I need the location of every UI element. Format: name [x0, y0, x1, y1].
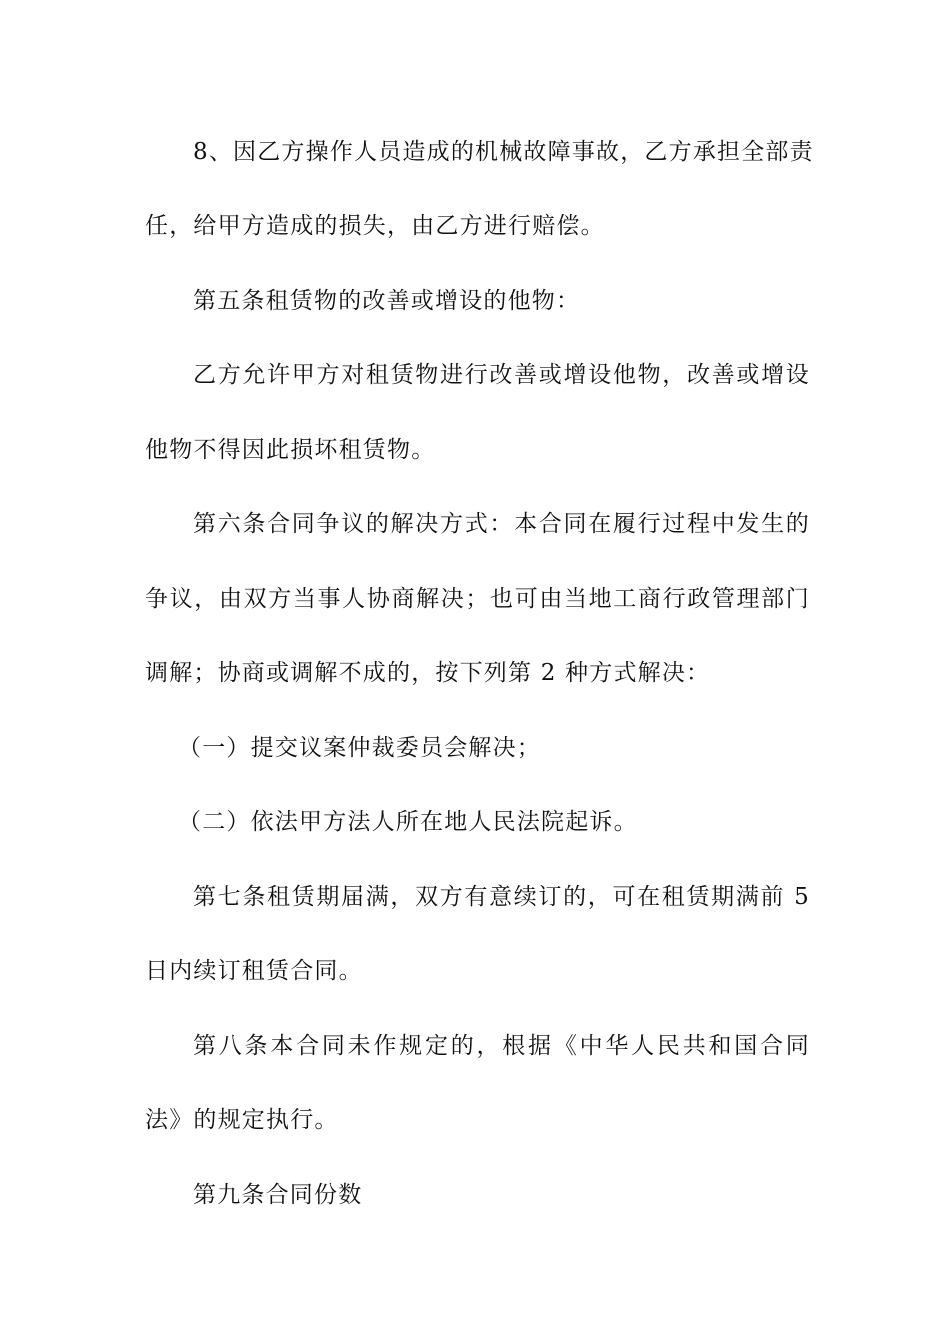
- dispute-option-1: （一）提交议案仲裁委员会解决；: [178, 735, 541, 761]
- article-5-line-1: 乙方允许甲方对租赁物进行改善或增设他物，改善或增设: [193, 362, 810, 388]
- article-6-line-3: 调解；协商或调解不成的，按下列第 2 种方式解决：: [145, 660, 711, 686]
- article-7-line-1: 第七条租赁期届满，双方有意续订的，可在租赁期满前 5: [193, 884, 810, 910]
- article-8-line-2: 法》的规定执行。: [145, 1107, 339, 1133]
- clause-8-line-2: 任，给甲方造成的损失，由乙方进行赔偿。: [145, 213, 605, 239]
- article-6-line-2: 争议，由双方当事人协商解决；也可由当地工商行政管理部门: [145, 586, 810, 612]
- clause-8-line-1: 8、因乙方操作人员造成的机械故障事故，乙方承担全部责: [193, 139, 814, 165]
- article-5-heading: 第五条租赁物的改善或增设的他物：: [193, 288, 581, 314]
- dispute-option-2: （二）依法甲方法人所在地人民法院起诉。: [178, 809, 638, 835]
- article-7-line-2: 日内续订租赁合同。: [145, 958, 363, 984]
- article-5-line-2: 他物不得因此损坏租赁物。: [145, 437, 436, 463]
- article-9-heading: 第九条合同份数: [193, 1182, 363, 1208]
- article-8-line-1: 第八条本合同未作规定的，根据《中华人民共和国合同: [193, 1033, 810, 1059]
- article-6-line-1: 第六条合同争议的解决方式：本合同在履行过程中发生的: [193, 511, 810, 537]
